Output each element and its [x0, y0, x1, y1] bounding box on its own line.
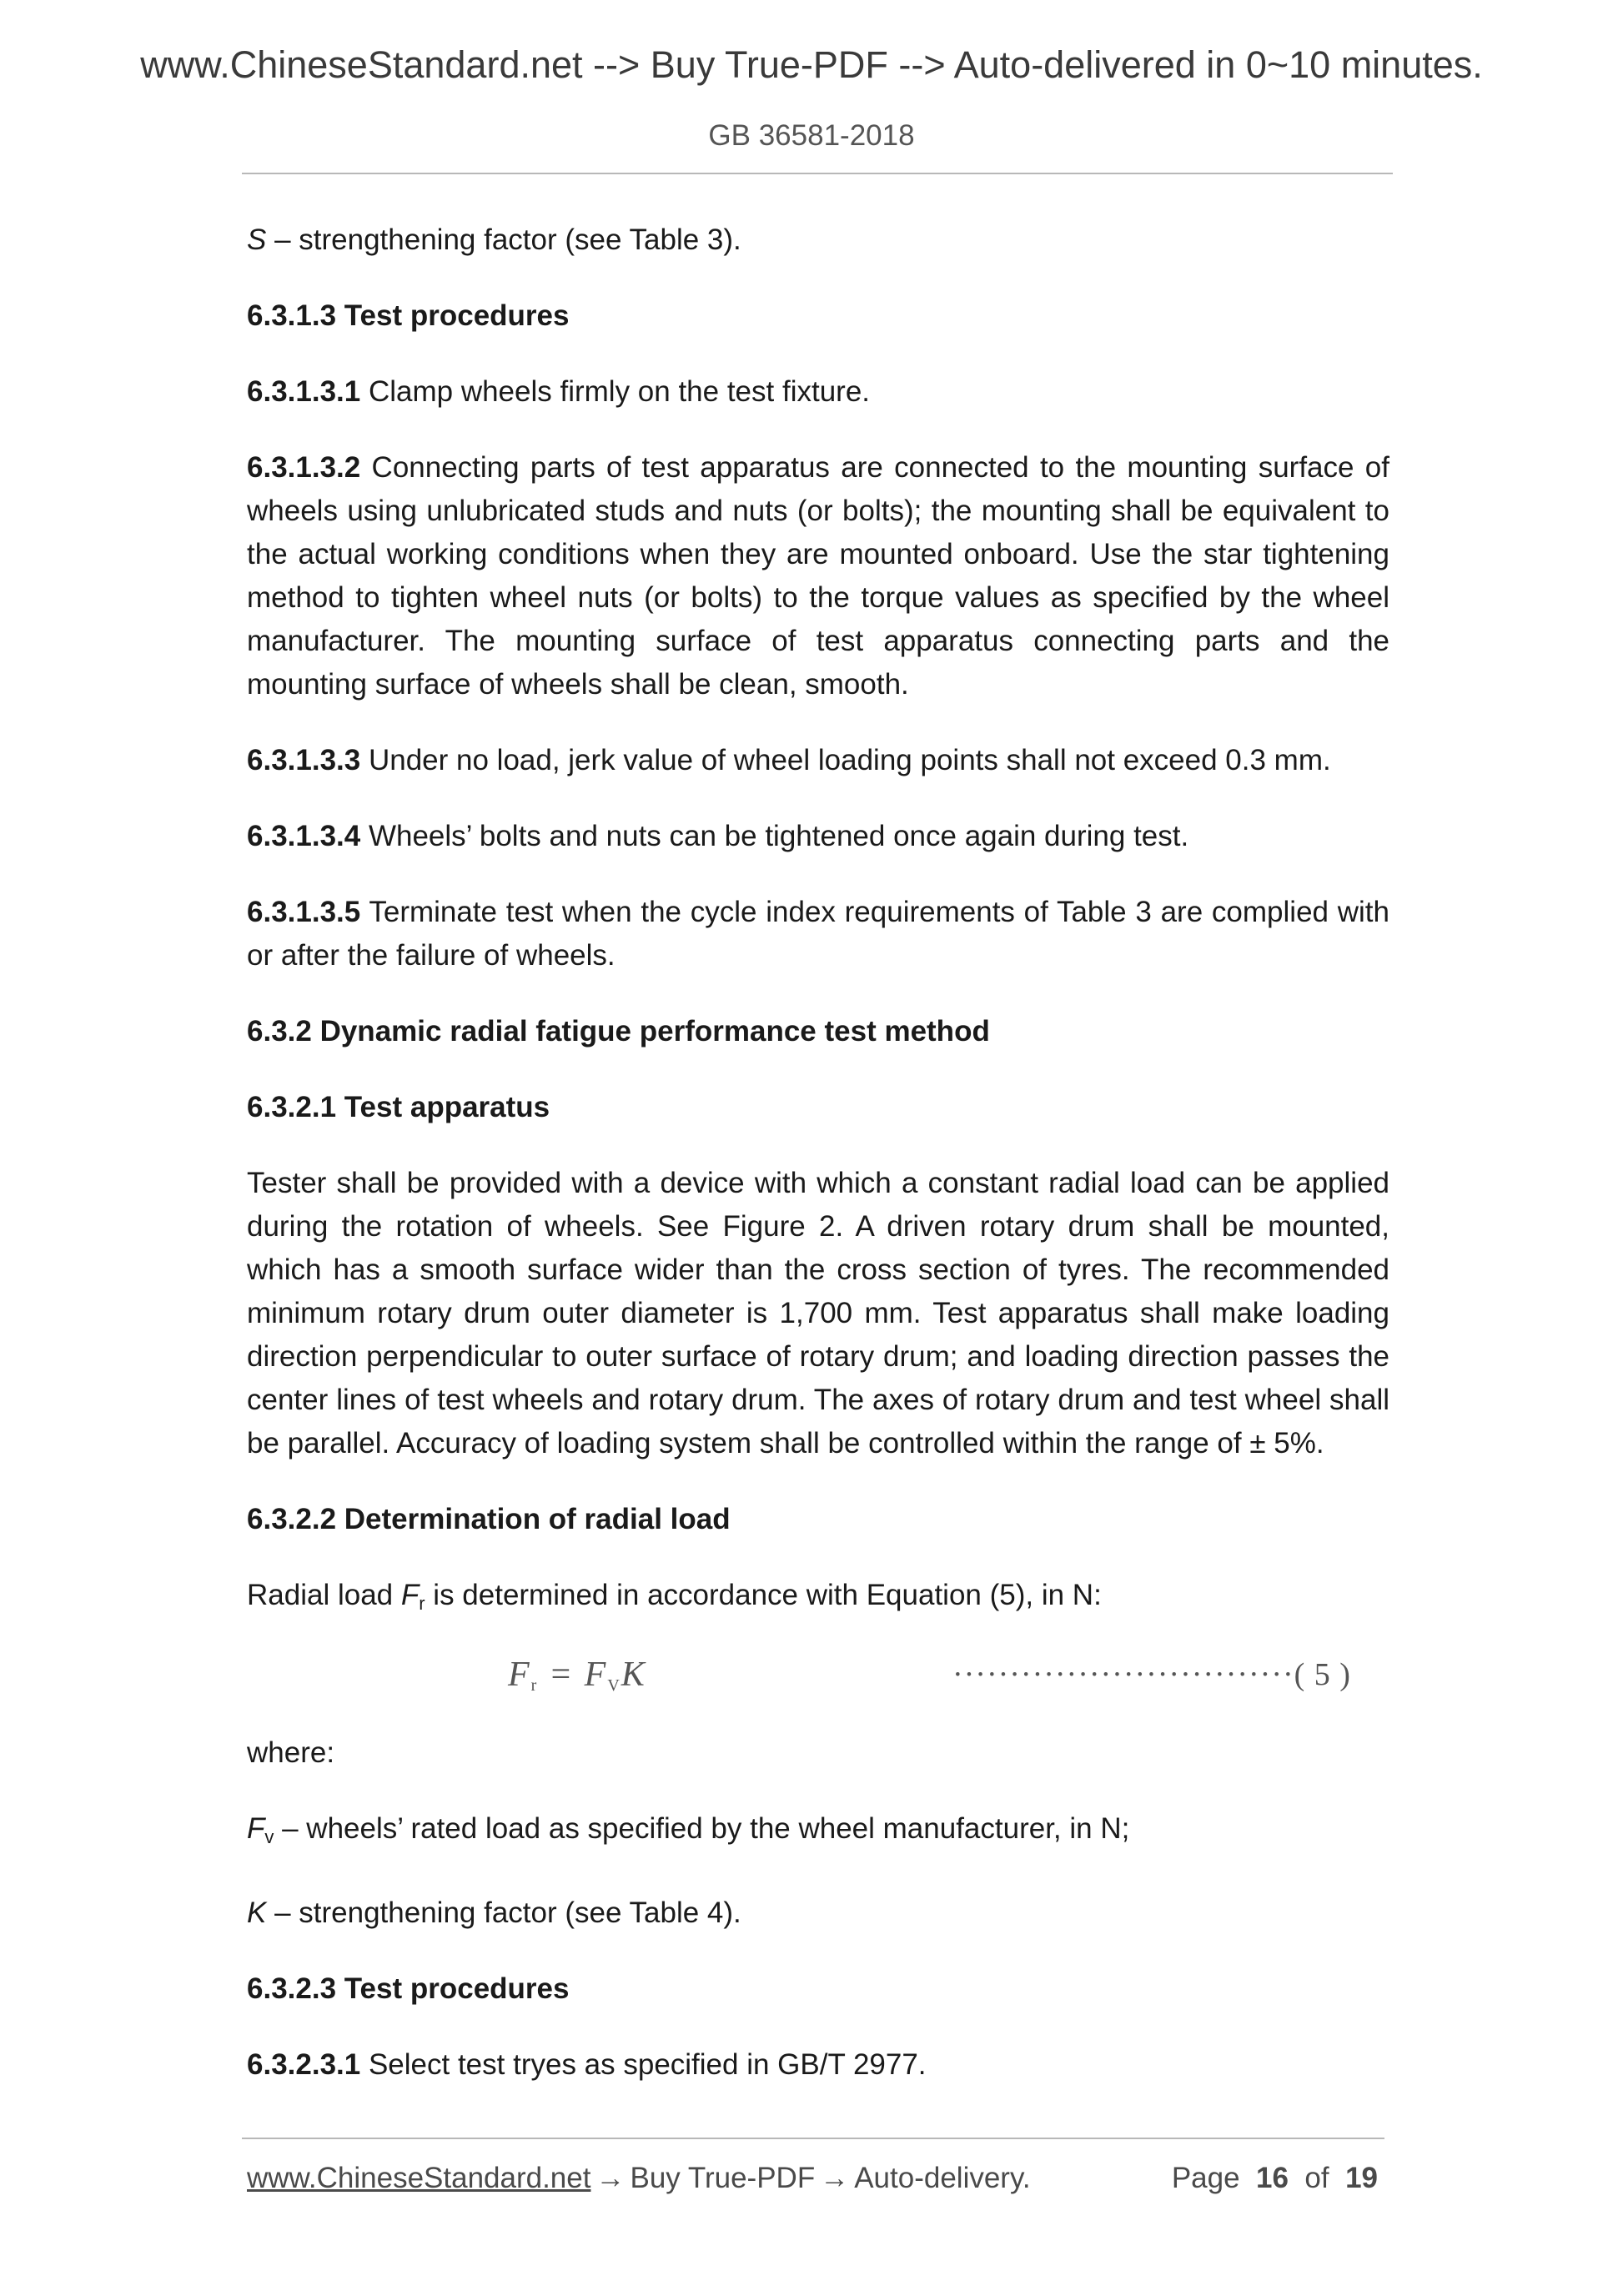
clause-6-3-1-3-1	[247, 370, 1389, 414]
page-footer	[247, 2162, 1378, 2203]
k-definition-text: – strengthening factor (see Table 4).	[266, 1897, 741, 1929]
heading-6-3-2-3: 6.3.2.3 Test procedures	[247, 1972, 570, 2005]
header-divider	[242, 173, 1393, 174]
fv-definition	[247, 1807, 1389, 1859]
clause-number: 6.3.1.3.3	[247, 744, 361, 776]
footer-site-link[interactable]: www.ChineseStandard.net	[247, 2162, 591, 2194]
heading-6-3-2-1: 6.3.2.1 Test apparatus	[247, 1091, 550, 1123]
subscript-r: r	[419, 1593, 425, 1614]
equation-formula	[508, 1653, 646, 1707]
clause-6-3-1-3-2	[247, 446, 1389, 706]
clause-number: 6.3.1.3.1	[247, 375, 361, 408]
equation-5	[247, 1651, 1389, 1713]
s-definition-text: – strengthening factor (see Table 3).	[266, 224, 741, 256]
of-label: of	[1304, 2162, 1329, 2194]
heading-6-3-2: 6.3.2 Dynamic radial fatigue performance test method	[247, 1015, 990, 1048]
clause-6-3-1-3-5	[247, 891, 1389, 977]
clause-number: 6.3.1.3.5	[247, 896, 361, 928]
page-label: Page	[1171, 2162, 1240, 2194]
page-total: 19	[1345, 2162, 1378, 2194]
footer-delivery-text: Auto-delivery.	[854, 2162, 1031, 2194]
symbol-s: S	[247, 224, 267, 256]
radial-text-before: Radial load	[247, 1579, 401, 1611]
clause-text: Wheels’ bolts and nuts can be tightened once again during test.	[360, 820, 1189, 852]
apparatus-paragraph: Tester shall be provided with a device with which a constant radial load can be applied during the rotation of wheels. See Figure 2. A driven rotary drum shall be mounted, which has a smooth surface wider than the cross section of tyres. The recommended minimum rotary drum outer diameter is 1,700 mm. Test apparatus shall make loading direction perpendicular to outer surface of rotary drum; and loading direction passes the center lines of test wheels and rotary drum. The axes of rotary drum and test wheel shall be parallel. Accuracy of loading system shall be controlled within the range of ± 5%.	[247, 1167, 1389, 1459]
eq-lhs: F	[508, 1655, 531, 1694]
equation-leader	[952, 1653, 1351, 1696]
document-id: GB 36581-2018	[708, 119, 915, 152]
arrow-right-icon: →	[820, 2162, 850, 2194]
heading-6-3-2-2: 6.3.2.2 Determination of radial load	[247, 1503, 731, 1535]
footer-left	[247, 2162, 1031, 2195]
clause-6-3-1-3-3	[247, 739, 1389, 782]
eq-lhs-subscript: r	[530, 1676, 539, 1695]
clause-text: Clamp wheels firmly on the test fixture.	[360, 375, 871, 408]
footer-divider	[242, 2138, 1384, 2139]
clause-text: Terminate test when the cycle index requirements of Table 3 are complied with or after the failure of wheels.	[247, 896, 1389, 972]
symbol-f: F	[400, 1579, 420, 1611]
page-content	[247, 219, 1389, 2087]
heading-6-3-1-3: 6.3.1.3 Test procedures	[247, 299, 570, 332]
clause-text: Connecting parts of test apparatus are connected to the mounting surface of wheels using unlubricated studs and nuts (or bolts); the mounting shall be equivalent to the actual working conditions when they are mounted onboard. Use the star tightening method to tighten wheel nuts (or bolts) to the torque values as specified by the wheel manufacturer. The mounting surface of test apparatus connecting parts and the mounting surface of wheels shall be clean, smooth.	[247, 451, 1389, 701]
page-number	[1172, 2162, 1378, 2195]
clause-number: 6.3.1.3.4	[247, 820, 361, 852]
eq-rhs-f: F	[584, 1655, 608, 1694]
arrow-right-icon: →	[595, 2162, 626, 2194]
clause-text: Select test tryes as specified in GB/T 2977.	[360, 2048, 927, 2081]
equation-number: ( 5 )	[1294, 1657, 1351, 1692]
radial-load-paragraph	[247, 1574, 1389, 1625]
eq-rhs-k: K	[621, 1655, 646, 1694]
clause-text: Under no load, jerk value of wheel loading points shall not exceed 0.3 mm.	[360, 744, 1331, 776]
radial-text-after: is determined in accordance with Equation (5), in N:	[425, 1579, 1102, 1611]
where-label: where:	[247, 1736, 335, 1769]
symbol-fv: F	[247, 1812, 265, 1845]
clause-6-3-2-3-1	[247, 2043, 1389, 2087]
clause-6-3-1-3-4	[247, 815, 1389, 858]
site-banner: www.ChineseStandard.net --> Buy True-PDF --> Auto-delivered in 0~10 minutes.	[140, 43, 1483, 86]
page-current: 16	[1256, 2162, 1289, 2194]
subscript-v: v	[264, 1826, 274, 1847]
eq-equals: =	[548, 1655, 575, 1694]
footer-buy-text: Buy True-PDF	[630, 2162, 816, 2194]
clause-number: 6.3.2.3.1	[247, 2048, 361, 2081]
eq-rhs-subscript: V	[607, 1676, 621, 1695]
symbol-k: K	[247, 1897, 267, 1929]
k-definition	[247, 1892, 1389, 1935]
equation-dots: ······························	[952, 1657, 1294, 1692]
s-definition	[247, 219, 1389, 262]
clause-number: 6.3.1.3.2	[247, 451, 361, 484]
fv-definition-text: – wheels’ rated load as specified by the wheel manufacturer, in N;	[274, 1812, 1130, 1845]
